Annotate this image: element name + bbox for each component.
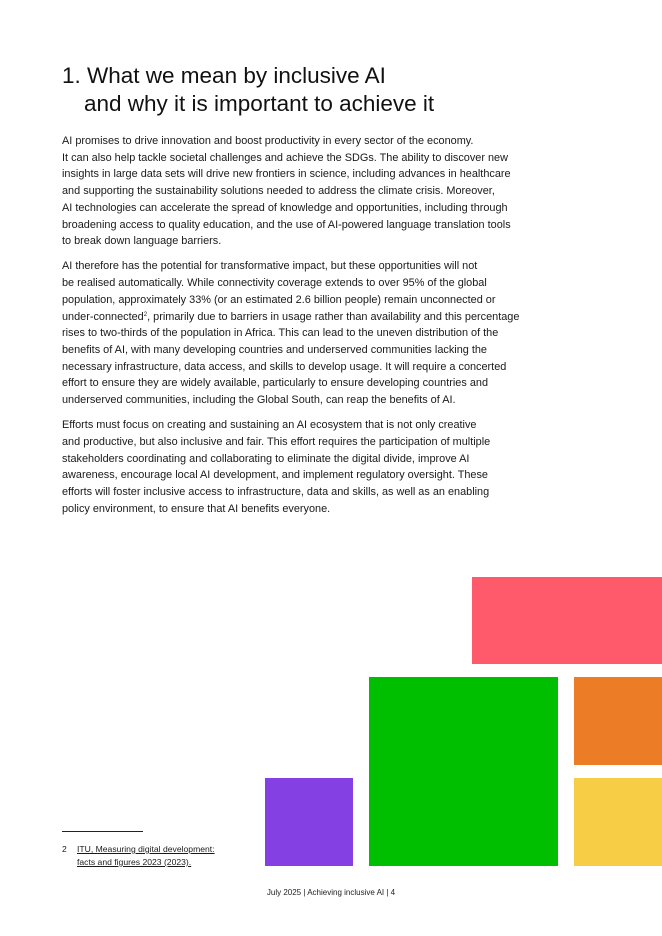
page-title	[62, 62, 622, 118]
text-line: benefits of AI, with many developing countries and underserved communities lacking the	[62, 343, 487, 356]
decorative-block-orange	[574, 677, 662, 765]
text-line: AI technologies can accelerate the spread of knowledge and opportunities, including through	[62, 201, 508, 214]
text-line: efforts will foster inclusive access to infrastructure, data and skills, as well as an enabling	[62, 486, 490, 499]
text-fragment: , primarily due to barriers in usage rather than availability and this percentage	[147, 310, 520, 323]
text-line: Efforts must focus on creating and sustaining an AI ecosystem that is not only creative	[62, 419, 477, 432]
footnote-divider	[62, 831, 143, 832]
footnote-text-line: facts and figures 2023 (2023).	[77, 857, 192, 867]
text-line: AI promises to drive innovation and boost productivity in every sector of the economy.	[62, 135, 474, 147]
text-line: and supporting the sustainability solutions needed to address the climate crisis. Moreover,	[62, 185, 495, 198]
footnote-ref-2[interactable]: 2	[143, 311, 148, 318]
paragraph-2	[62, 258, 602, 408]
text-line: policy environment, to ensure that AI benefits everyone.	[62, 502, 331, 515]
text-line: awareness, encourage local AI development, and implement regulatory oversight. These	[62, 469, 488, 482]
text-line: effort to ensure they are widely available, particularly to ensure developing countries and	[62, 377, 488, 390]
text-line: insights in large data sets will drive new frontiers in science, including advances in healthcare	[62, 168, 511, 181]
text-line	[62, 309, 602, 326]
decorative-block-red	[472, 577, 662, 664]
text-line: to break down language barriers.	[62, 235, 222, 248]
text-fragment: under-connected	[62, 310, 144, 323]
title-line-2: and why it is important to achieve it	[84, 91, 435, 116]
text-line: rises to two-thirds of the population in Africa. This can lead to the uneven distribution of the	[62, 327, 499, 340]
title-line-1: 1. What we mean by inclusive AI	[62, 63, 386, 88]
body-text	[62, 133, 602, 526]
text-line: underserved communities, including the Global South, can reap the benefits of AI.	[62, 394, 456, 407]
paragraph-3	[62, 417, 602, 517]
footnote-text-line: ITU, Measuring digital development:	[77, 844, 215, 854]
text-line: population, approximately 33% (or an estimated 2.6 billion people) remain unconnected or	[62, 293, 496, 306]
footnote-link[interactable]	[77, 843, 215, 869]
text-line: necessary infrastructure, data access, and skills to develop usage. It will require a concerted	[62, 360, 507, 373]
footnote-number: 2	[62, 844, 67, 854]
decorative-block-yellow	[574, 778, 662, 866]
text-line: It can also help tackle societal challenges and achieve the SDGs. The ability to discover new	[62, 151, 508, 164]
paragraph-1	[62, 133, 602, 250]
text-line: broadening access to quality education, and the use of AI-powered language translation tools	[62, 218, 511, 231]
decorative-block-green	[369, 677, 558, 866]
text-line: AI therefore has the potential for transformative impact, but these opportunities will not	[62, 260, 478, 273]
text-line: be realised automatically. While connectivity coverage extends to over 95% of the global	[62, 277, 487, 290]
decorative-block-purple	[265, 778, 353, 866]
text-line: stakeholders coordinating and collaborating to eliminate the digital divide, improve AI	[62, 452, 470, 465]
text-line: and productive, but also inclusive and fair. This effort requires the participation of multiple	[62, 435, 491, 448]
page-footer: July 2025 | Achieving inclusive AI | 4	[266, 888, 396, 897]
